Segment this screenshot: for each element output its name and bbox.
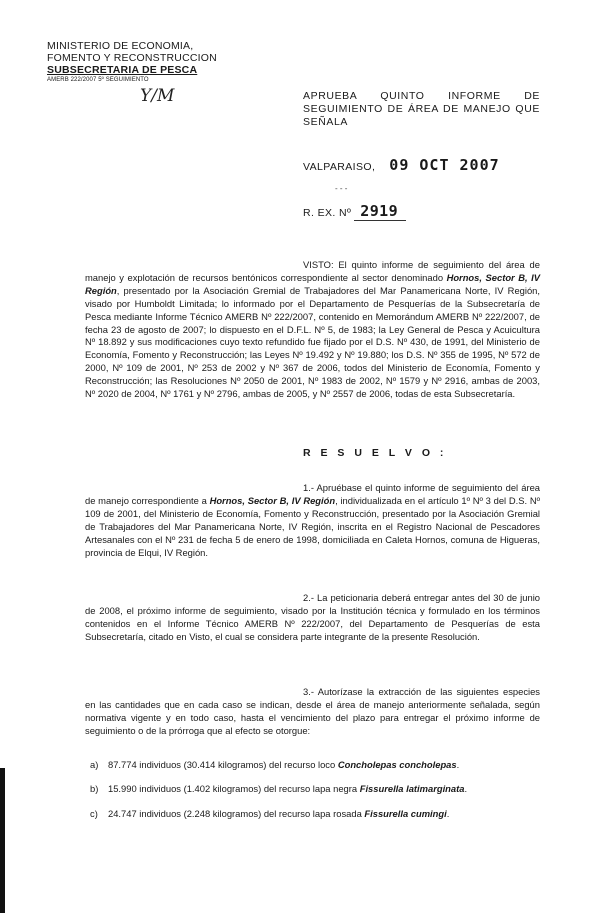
scan-edge-bar	[0, 768, 5, 913]
article-1-text-1: 1.- Apruébase el quinto informe de seguimiento del área de manejo correspondiente a	[85, 482, 540, 506]
item-species: Fissurella latimarginata	[359, 783, 465, 794]
resolution-label: R. EX. Nº	[303, 207, 352, 219]
list-item	[90, 808, 540, 820]
visto-text-1: VISTO: El quinto informe de seguimiento del área de manejo y explotación de recursos bentónicos correspondiente al sector denominado	[85, 259, 540, 283]
date-city: VALPARAISO,	[303, 161, 376, 173]
date-stamp: 09 OCT 2007	[389, 156, 500, 174]
item-label: b)	[90, 783, 99, 794]
list-item	[90, 759, 540, 771]
ministry-subtitle: FOMENTO Y RECONSTRUCCION	[47, 52, 217, 64]
item-text: 24.747 individuos (2.248 kilogramos) del recurso lapa rosada	[108, 808, 365, 819]
visto-sector: Hornos, Sector B, IV Región	[85, 271, 540, 296]
date-line	[303, 156, 500, 174]
item-species: Concholepas concholepas	[337, 759, 457, 770]
small-mark: - - -	[335, 184, 348, 193]
item-label: a)	[90, 759, 99, 770]
resuelvo-heading: R E S U E L V O :	[303, 447, 447, 459]
article-1-text-2: , individualizada en el artículo 1º Nº 3 del D.S. Nº 109 de 2001, del Ministerio de Economía, Fomento y Reconstrucción, presentado por la Asociación Gremial de Trabajadores del Mar Panamericana Norte, IV Región, inscrita en el Registro Nacional de Pescadores Artesanales con el Nº 231 de fecha 5 de enero de 1998, domiciliada en Caleta Hornos, comuna de Higueras, provincia de Elqui, IV Región.	[85, 494, 541, 558]
article-3: 3.- Autorízase la extracción de las siguientes especies en las cantidades que en cada caso se indican, desde el área de manejo anteriormente señalada, según normativa vigente y en todo caso, hasta el vencimiento del plazo para entregar el próximo informe de seguimiento o de la prórroga que al efecto se otorgue:	[85, 686, 540, 736]
document-reference: AMERB 222/2007 5º SEGUIMIENTO	[47, 77, 149, 83]
item-text: 15.990 individuos (1.402 kilogramos) del recurso lapa negra	[108, 783, 360, 794]
item-end: .	[456, 759, 460, 770]
article-2: 2.- La peticionaria deberá entregar antes del 30 de junio de 2008, el próximo informe de seguimiento, visado por la Institución técnica y formulado en los términos contenidos en el Informe Técnico AMERB Nº 222/2007, del Departamento de Pesquerías de esta Subsecretaría, citado en Visto, el cual se considera parte integrante de la presente Resolución.	[85, 592, 540, 642]
ministry-name: MINISTERIO DE ECONOMIA,	[47, 40, 194, 52]
item-label: c)	[90, 808, 98, 819]
visto-text-2: , presentado por la Asociación Gremial de Trabajadores del Mar Panamericana Norte, IV Región, visado por Humboldt Limitada; lo informado por el Departamento de Pesquerías de la Subsecretaría de Pesca mediante Informe Técnico AMERB Nº 222/2007, contenido en Memorándum AMERB Nº 222/2007, de fecha 23 de agosto de 2007; lo dispuesto en el D.F.L. Nº 5, de 1983; la Ley General de Pesca y Acuicultura Nº 18.892 y sus modificaciones cuyo texto refundido fue fijado por el D.S. Nº 430, de 1991, del Ministerio de Economía, Fomento y Reconstrucción; las Leyes Nº 19.492 y Nº 19.880; los D.S. Nº 355 de 1995, Nº 572 de 2000, Nº 109 de 2001, Nº 253 de 2002 y Nº 367 de 2006, todos del Ministerio de Economía, Fomento y Reconstrucción; las Resoluciones Nº 2050 de 2001, Nº 1983 de 2002, Nº 1579 y Nº 2916, ambas de 2003, Nº 2020 de 2004, Nº 1761 y Nº 2796, ambas de 2005, y Nº 2557 de 2006, todas de esta Subsecretaría.	[85, 284, 540, 400]
list-item	[90, 783, 540, 795]
item-text: 87.774 individuos (30.414 kilogramos) del recurso loco	[108, 759, 338, 770]
item-end: .	[446, 808, 450, 819]
subject: APRUEBA QUINTO INFORME DE SEGUIMIENTO DE ÁREA DE MANEJO QUE SEÑALA	[303, 90, 540, 128]
resolution-number: 2919	[354, 202, 406, 221]
resolution-number-line	[303, 202, 406, 220]
letterhead	[47, 40, 217, 84]
visto-paragraph	[85, 259, 540, 401]
item-species: Fissurella cumingi	[364, 808, 447, 819]
article-1	[85, 482, 540, 559]
handwritten-initials: Y/M	[140, 86, 175, 106]
undersecretariat: SUBSECRETARIA DE PESCA	[47, 64, 198, 76]
article-1-sector: Hornos, Sector B, IV Región	[209, 494, 336, 506]
item-end: .	[464, 783, 468, 794]
